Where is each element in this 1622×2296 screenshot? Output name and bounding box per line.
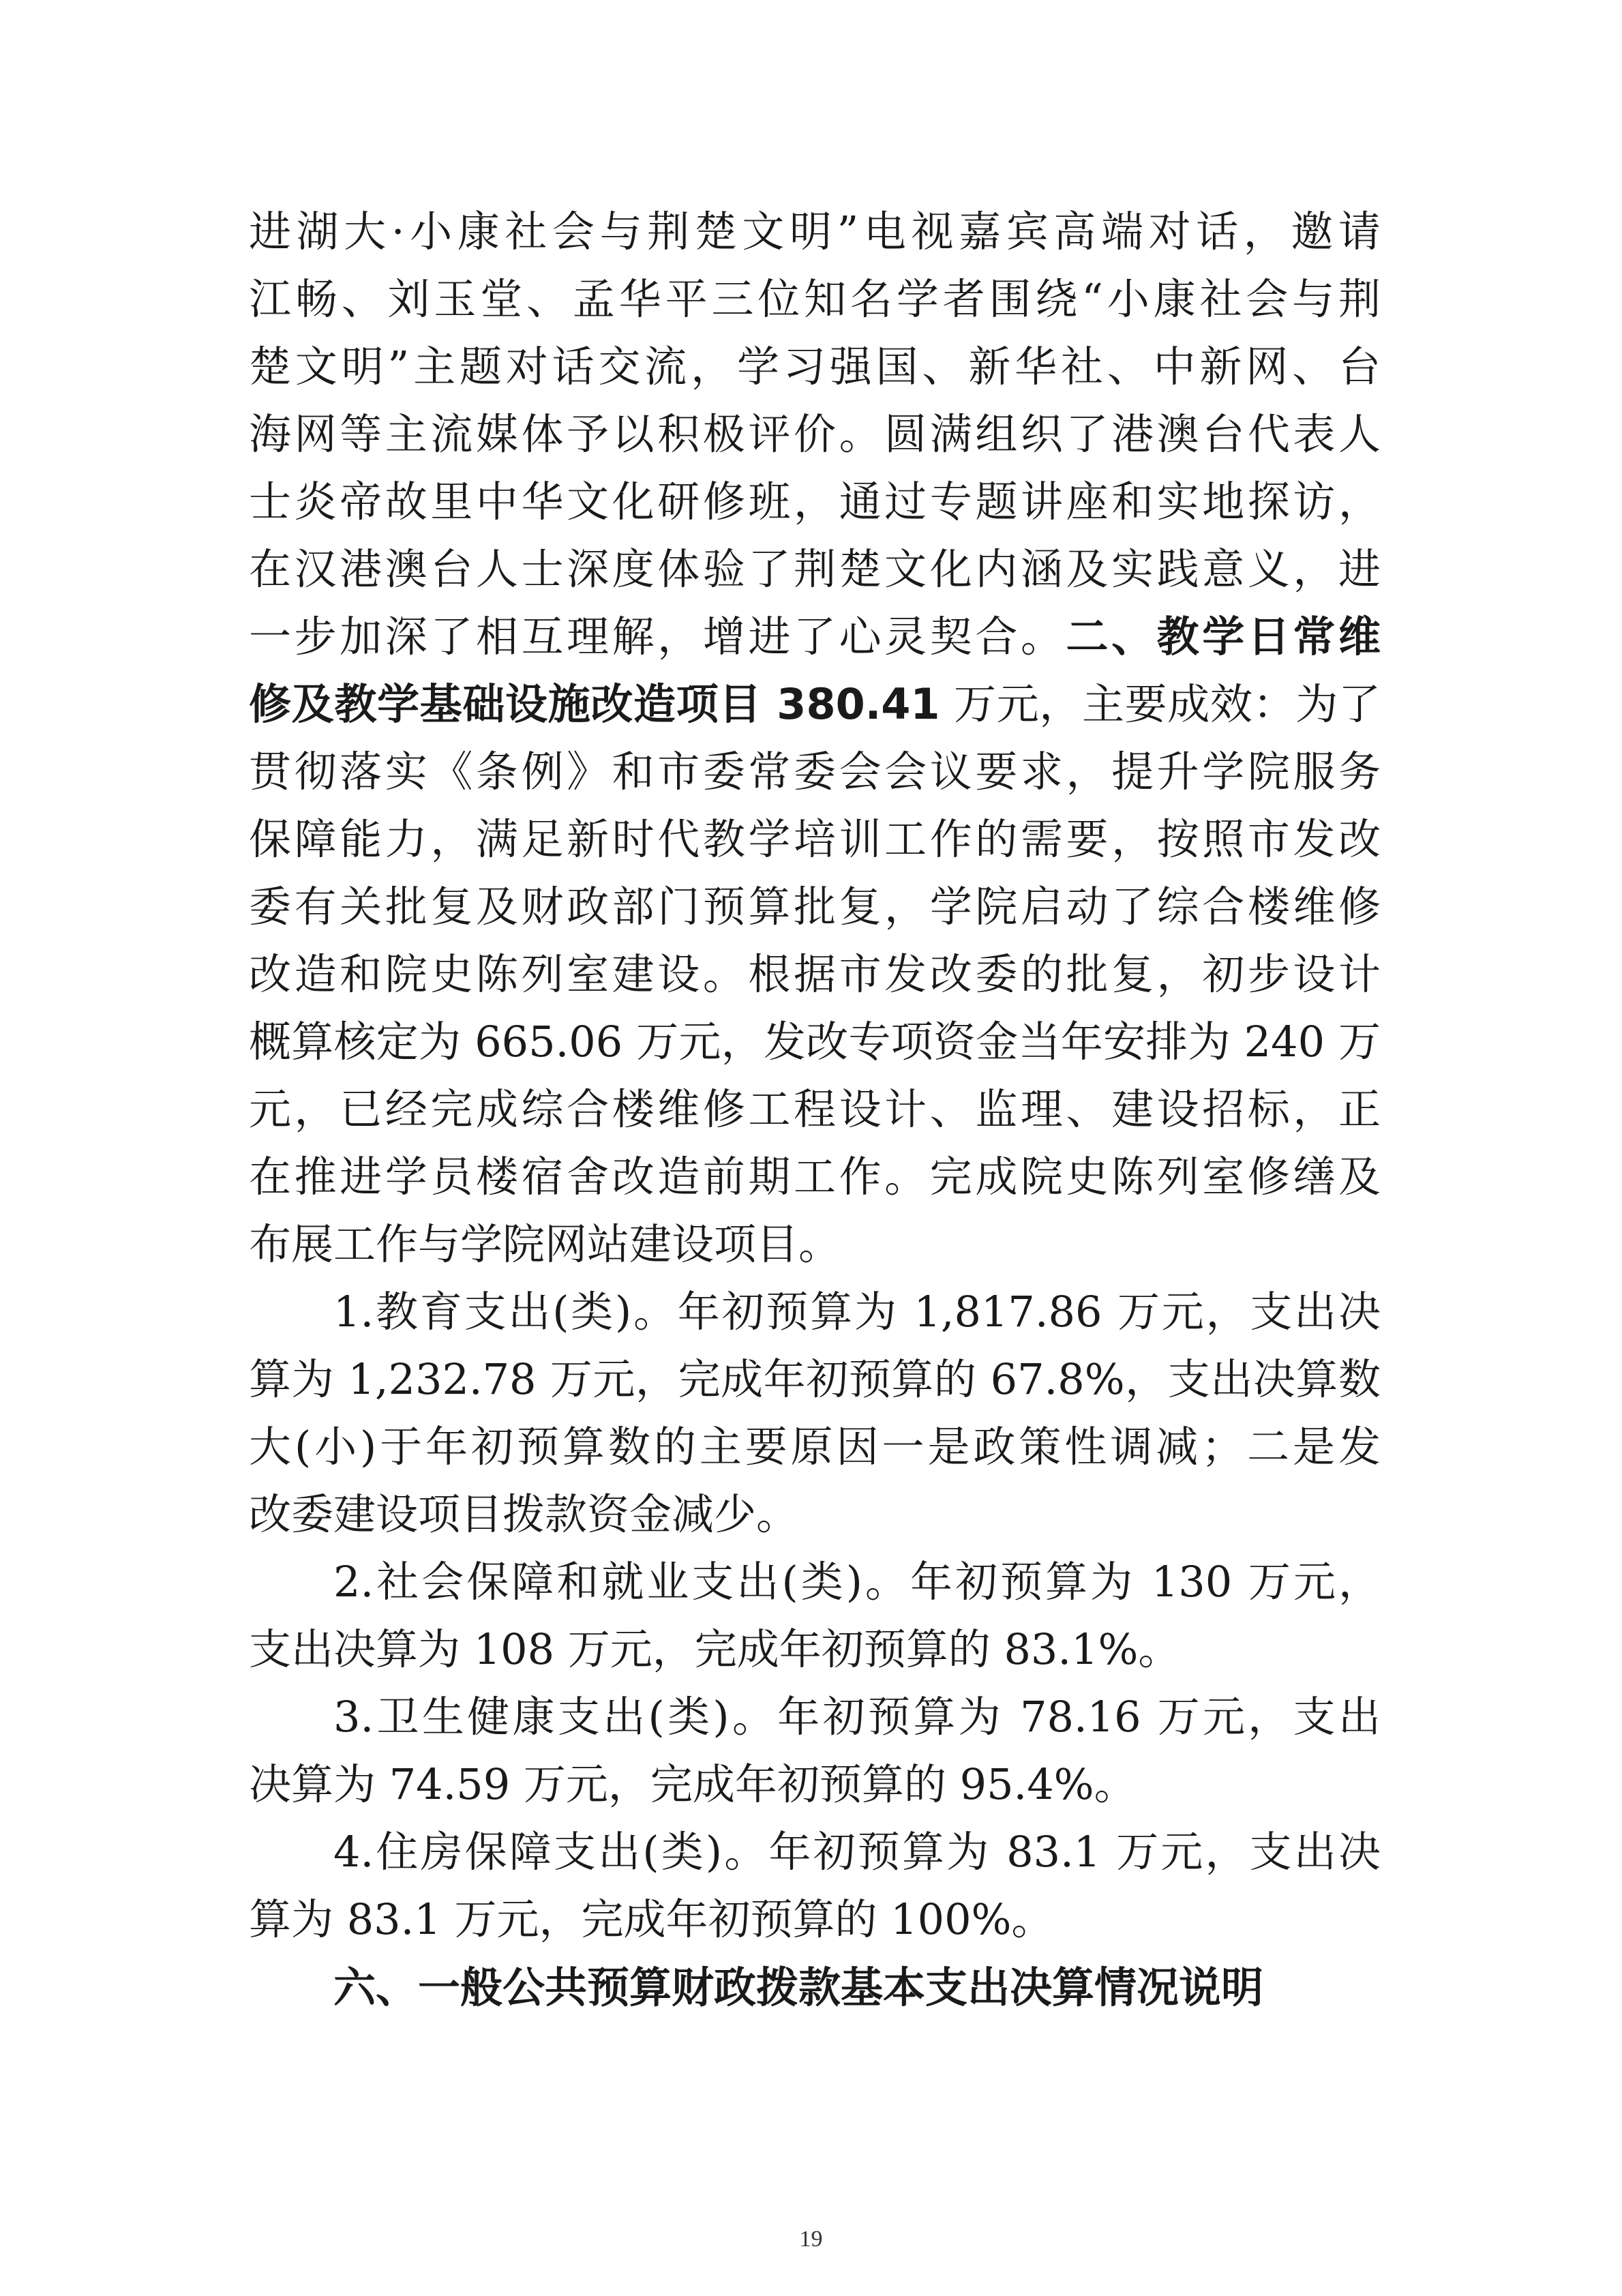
- text-line: 江畅、刘玉堂、孟华平三位知名学者围绕“小康社会与荆: [249, 274, 1381, 324]
- text-line: 改委建设项目拨款资金减少。: [249, 1489, 799, 1539]
- text-line: 贯彻落实《条例》和市委常委会会议要求，提升学院服务: [249, 747, 1381, 796]
- text-line: 委有关批复及财政部门预算批复，学院启动了综合楼维修: [249, 882, 1381, 931]
- text-line: 楚文明”主题对话交流，学习强国、新华社、中新网、台: [249, 342, 1381, 391]
- page-number: 19: [799, 2226, 823, 2252]
- text-line-mixed: [249, 603, 1381, 670]
- text-line: 算为 1,232.78 万元，完成年初预算的 67.8%，支出决算数: [249, 1354, 1381, 1404]
- text-line: 大(小)于年初预算数的主要原因一是政策性调减；二是发: [249, 1422, 1381, 1472]
- body-text: [249, 198, 1381, 1953]
- text-line-mixed: [249, 670, 1381, 738]
- section-heading: 六、一般公共预算财政拨款基本支出决算情况说明: [333, 1963, 1264, 2012]
- text-line: 支出决算为 108 万元，完成年初预算的 83.1%。: [249, 1624, 1181, 1674]
- text-line: 进湖大·小康社会与荆楚文明”电视嘉宾高端对话，邀请: [249, 207, 1381, 256]
- text-line: 概算核定为 665.06 万元，发改专项资金当年安排为 240 万: [249, 1017, 1381, 1067]
- text-run: 一步加深了相互理解，增进了心灵契合。: [249, 612, 1066, 661]
- text-line: 决算为 74.59 万元，完成年初预算的 95.4%。: [249, 1759, 1137, 1809]
- text-line: 4.住房保障支出(类)。年初预算为 83.1 万元，支出决: [333, 1827, 1381, 1877]
- text-line: 改造和院史陈列室建设。根据市发改委的批复，初步设计: [249, 949, 1381, 999]
- text-line: 保障能力，满足新时代教学培训工作的需要，按照市发改: [249, 814, 1381, 864]
- text-line: 元，已经完成综合楼维修工程设计、监理、建设招标，正: [249, 1084, 1381, 1134]
- text-run: 万元，主要成效：为了: [940, 679, 1381, 729]
- text-line: 士炎帝故里中华文化研修班，通过专题讲座和实地探访，: [249, 477, 1381, 526]
- text-line: 算为 83.1 万元，完成年初预算的 100%。: [249, 1894, 1054, 1944]
- text-line: 在汉港澳台人士深度体验了荆楚文化内涵及实践意义，进: [249, 544, 1381, 594]
- text-line: 3.卫生健康支出(类)。年初预算为 78.16 万元，支出: [333, 1692, 1381, 1742]
- text-line: 1.教育支出(类)。年初预算为 1,817.86 万元，支出决: [333, 1287, 1381, 1337]
- bold-run: 修及教学基础设施改造项目 380.41: [249, 679, 940, 729]
- text-line: 2.社会保障和就业支出(类)。年初预算为 130 万元，: [333, 1557, 1381, 1607]
- text-line: 海网等主流媒体予以积极评价。圆满组织了港澳台代表人: [249, 409, 1381, 459]
- bold-run: 二、教学日常维: [1066, 612, 1381, 661]
- text-line: 在推进学员楼宿舍改造前期工作。完成院史陈列室修缮及: [249, 1152, 1381, 1202]
- text-line: 布展工作与学院网站建设项目。: [249, 1219, 841, 1269]
